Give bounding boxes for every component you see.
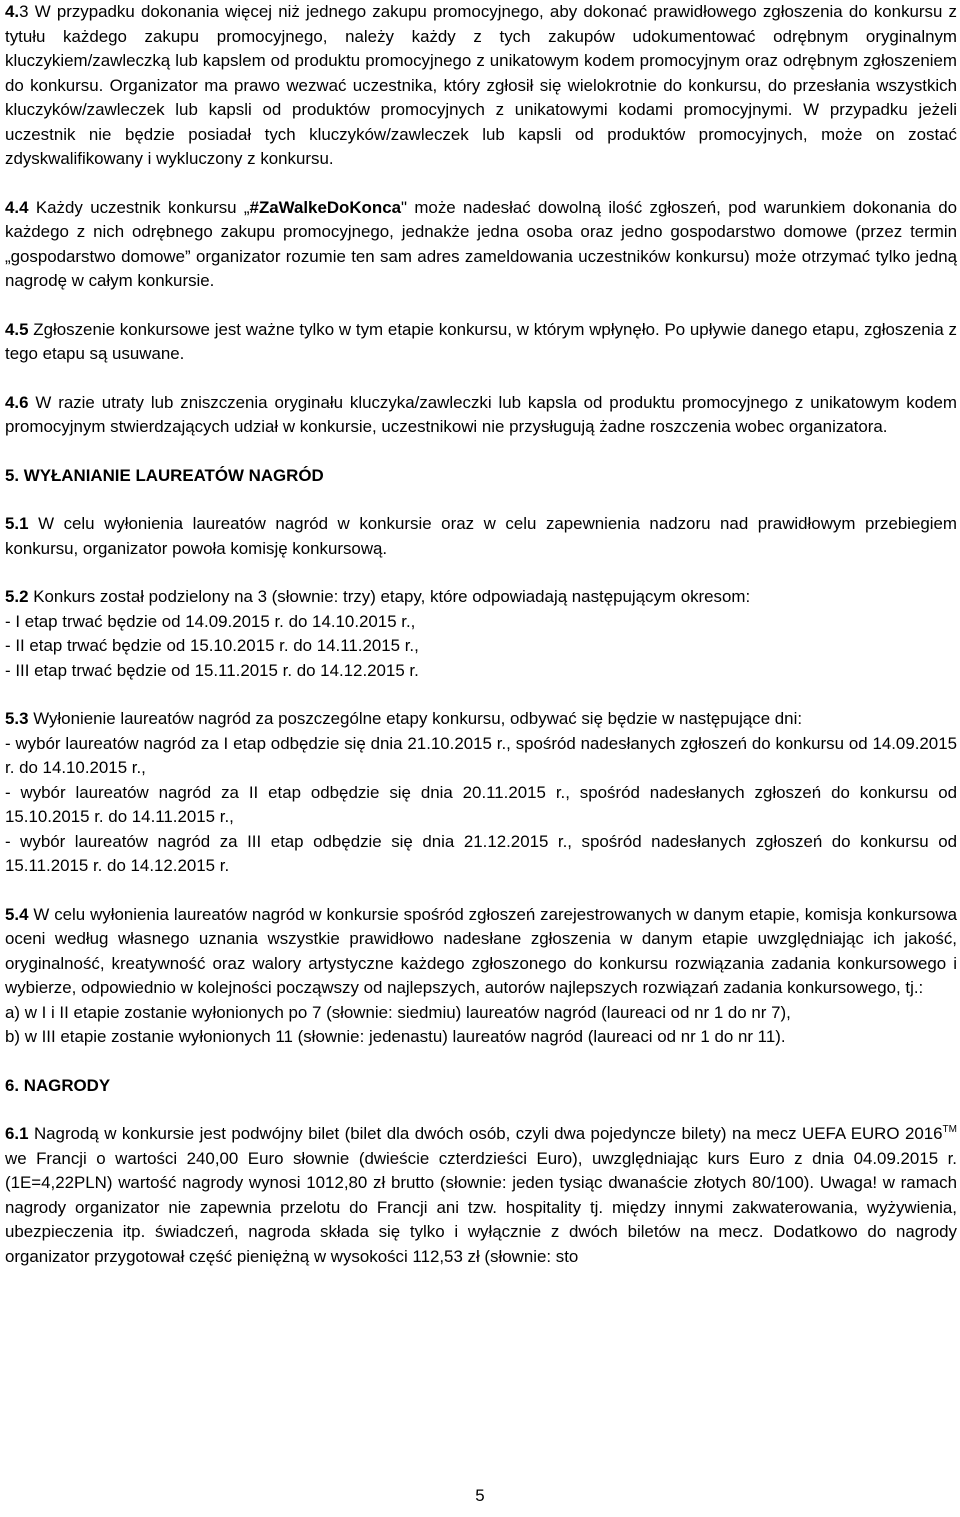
- laureate-count-item: a) w I i II etapie zostanie wyłonionych po 7 (słownie: siedmiu) laureatów nagród (laureaci od nr 1 do nr 7),: [5, 1002, 791, 1022]
- paragraph-5-1: [5, 512, 957, 561]
- page-number: 5: [475, 1486, 485, 1505]
- section-number: 4.: [5, 2, 20, 21]
- section-number: 4.5: [5, 319, 29, 339]
- paragraph-5-3: [5, 707, 957, 732]
- laureate-count-item: b) w III etapie zostanie wyłonionych 11 (słownie: jedenastu) laureatów nagród (laureaci od nr 1 do nr 11).: [5, 1027, 786, 1046]
- paragraph-6-1: [5, 1122, 957, 1269]
- paragraph-4-3: [5, 0, 957, 172]
- paragraph-text: Każdy uczestnik konkursu „: [35, 197, 250, 217]
- section-number: 6.1: [5, 1124, 29, 1143]
- stage-item: - II etap trwać będzie od 15.10.2015 r. do 14.11.2015 r.,: [5, 636, 419, 655]
- section-number: 5.3: [5, 709, 29, 728]
- paragraph-text: we Francji o wartości 240,00 Euro słownie (dwieście czterdzieści Euro), uwzględniając kurs Euro z dnia 04.09.2015 r. (1E=4,22PLN) wartość nagrody wynosi 1012,80 zł brutto (słownie: jeden tysiąc dwanaście złotych 80/100). Uwaga! w ramach nagrody organizator nie zapewnia przelotu do Francji ani tzw. hospitality tj. między innymi zakwaterowania, wyżywienia, ubezpieczenia itp. świadczeń, nagroda składa się tylko i wyłącznie z dwóch biletów na mecz. Dodatkowo do nagrody organizator przygotował część pieniężną w wysokości 112,53 zł (słownie: sto: [5, 1148, 957, 1266]
- paragraph-text: Konkurs został podzielony na 3 (słownie: trzy) etapy, które odpowiadają następującym okresom:: [33, 587, 751, 606]
- paragraph-text: W celu wyłonienia laureatów nagród w konkursie oraz w celu zapewnienia nadzoru nad prawidłowym przebiegiem konkursu, organizator powoła komisję konkursową.: [5, 514, 957, 558]
- section-number: 5.1: [5, 514, 29, 533]
- paragraph-5-2: [5, 585, 957, 610]
- trademark-mark: TM: [942, 1124, 957, 1135]
- paragraph-text: W razie utraty lub zniszczenia oryginału kluczyka/zawleczki lub kapsla od produktu promocyjnego z unikatowym kodem promocyjnym stwierdzających udział w konkursie, uczestnikowi nie przysługują żadne roszczenia wobec organizatora.: [5, 392, 957, 436]
- contest-hashtag: #ZaWalkeDoKonca: [249, 197, 401, 217]
- document-page: [5, 0, 957, 1269]
- selection-item: - wybór laureatów nagród za III etap odbędzie się dnia 21.12.2015 r., spośród nadesłanych zgłoszeń do konkursu od 15.11.2015 r. do 14.12.2015 r.: [5, 831, 957, 875]
- paragraph-text: Wyłonienie laureatów nagród za poszczególne etapy konkursu, odbywać się będzie w następujące dni:: [33, 709, 803, 728]
- paragraph-text: W przypadku dokonania więcej niż jednego zakupu promocyjnego, aby dokonać prawidłowego zgłoszenia do konkursu z tytułu każdego zakupu promocyjnego, należy każdy z tych zakupów udokumentować odrębnym oryginalnym kluczykiem/zawleczką lub kapslem od produktu promocyjnego z unikatowym kodem promocyjnym oraz odrębnym zgłoszeniem do konkursu. Organizator ma prawo wezwać uczestnika, który zgłosił się wielokrotnie do konkursu, do przesłania wszystkich kluczyków/zawleczek lub kapsli od produktów promocyjnych z unikatowymi kodami promocyjnymi. W przypadku jeżeli uczestnik nie będzie posiadał tych kluczyków/zawleczek lub kapsli od produktów promocyjnych, może on zostać zdyskwalifikowany i wykluczony z konkursu.: [5, 2, 958, 168]
- paragraph-4-5: [5, 318, 957, 367]
- paragraph-4-6: [5, 391, 957, 440]
- paragraph-4-4: [5, 196, 957, 294]
- section-number: 5.2: [5, 587, 29, 606]
- section-heading-5: 5. WYŁANIANIE LAUREATÓW NAGRÓD: [5, 465, 324, 485]
- paragraph-text: " może nadesłać dowolną ilość zgłoszeń, pod warunkiem dokonania do każdego z nich odrębnego zakupu promocyjnego, jednakże jedna osoba oraz jedno gospodarstwo domowe (przez termin „gospodarstwo domowe” organizator rozumie ten sam adres zameldowania uczestników konkursu) może otrzymać tylko jedną nagrodę w całym konkursie.: [5, 197, 957, 290]
- paragraph-text: W celu wyłonienia laureatów nagród w konkursie spośród zgłoszeń zarejestrowanych w danym etapie, komisja konkursowa oceni według własnego uznania wszystkie prawidłowo nadesłane zgłoszenia w danym etapie uwzględniając ich jakość, oryginalność, kreatywność oraz walory artystyczne każdego zgłoszonego do konkursu rozwiązania zadania konkursowego i wybierze, odpowiednio w kolejności począwszy od najlepszych, autorów najlepszych rozwiązań zadania konkursowego, tj.:: [5, 904, 957, 997]
- stage-item: - III etap trwać będzie od 15.11.2015 r. do 14.12.2015 r.: [5, 660, 419, 680]
- paragraph-text: Zgłoszenie konkursowe jest ważne tylko w tym etapie konkursu, w którym wpłynęło. Po upływie danego etapu, zgłoszenia z tego etapu są usuwane.: [5, 319, 958, 363]
- paragraph-text: Nagrodą w konkursie jest podwójny bilet (bilet dla dwóch osób, czyli dwa pojedyncze bilety) na mecz UEFA EURO 2016: [33, 1124, 943, 1143]
- section-number-suffix: 3: [19, 2, 29, 21]
- section-heading-6: 6. NAGRODY: [5, 1075, 111, 1095]
- selection-item: - wybór laureatów nagród za II etap odbędzie się dnia 20.11.2015 r., spośród nadesłanych zgłoszeń do konkursu od 15.10.2015 r. do 14.11.2015 r.,: [5, 782, 957, 826]
- section-number: 5.4: [5, 904, 29, 924]
- paragraph-5-4: [5, 903, 957, 1001]
- section-number: 4.6: [5, 392, 29, 412]
- selection-item: - wybór laureatów nagród za I etap odbędzie się dnia 21.10.2015 r., spośród nadesłanych zgłoszeń do konkursu od 14.09.2015 r. do 14.10.2015 r.,: [5, 733, 957, 777]
- section-number: 4.4: [5, 197, 29, 217]
- stage-item: - I etap trwać będzie od 14.09.2015 r. do 14.10.2015 r.,: [5, 611, 416, 631]
